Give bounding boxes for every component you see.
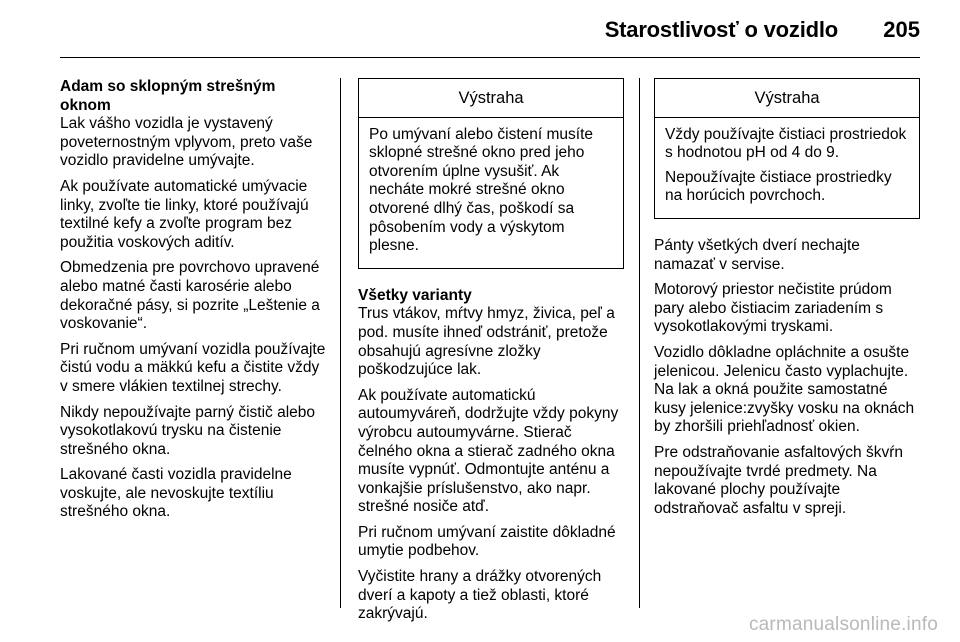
paragraph: Ak používate automatické umývacie linky, zvoľte tie linky, ktoré používajú textilné kefy a zvoľte program bez použitia voskových aditív. (60, 177, 309, 251)
column-1 (60, 78, 326, 529)
warning-body (359, 118, 623, 268)
paragraph: Pre odstraňovanie asfaltových škvŕn nepoužívajte tvrdé predmety. Na lakované plochy používajte odstraňovač asfaltu v spreji. (654, 443, 903, 517)
warning-box (358, 78, 624, 269)
paragraph: Pánty všetkých dverí nechajte namazať v servise. (654, 236, 860, 273)
watermark: carmanualsonline.info (748, 614, 938, 635)
column-3 (654, 78, 920, 525)
paragraph: Obmedzenia pre povrchovo upravené alebo matné časti karosérie alebo dekoračné pásy, si pozrite „Leštenie a voskovanie“. (60, 259, 320, 333)
paragraph: Lakované časti vozidla pravidelne voskujte, ale nevoskujte textíliu strešného okna. (60, 466, 292, 521)
column-divider (639, 78, 640, 608)
warning-text: Nepoužívajte čistiace prostriedky na horúcich povrchoch. (665, 168, 892, 205)
paragraph-text: Trus vtákov, mŕtvy hmyz, živica, peľ a pod. musíte ihneď odstrániť, pretože obsahujú agresívne zložky poškodzujúce lak. (358, 305, 615, 379)
paragraph: Vyčistite hrany a drážky otvorených dverí a kapoty a tiež oblasti, ktoré zakrývajú. (358, 568, 602, 623)
warning-text: Po umývaní alebo čistení musíte sklopné strešné okno pred jeho otvorením úplne vysušiť. Ak necháte mokré strešné okno otvorené dlhý čas, poškodí sa pôsobením vody a výskytom plesne. (369, 125, 594, 255)
paragraph: Pri ručnom umývaní zaistite dôkladné umytie podbehov. (358, 523, 616, 560)
paragraph: Nikdy nepoužívajte parný čistič alebo vysokotlakovú trysku na čistenie strešného okna. (60, 403, 316, 458)
warning-title: Výstraha (359, 79, 623, 118)
paragraph: Pri ručnom umývaní vozidla používajte čistú vodu a mäkkú kefu a čistite vždy v smere vlákien textilnej strechy. (60, 340, 326, 395)
paragraph-text: Lak vášho vozidla je vystavený poveternostným vplyvom, preto vaše vozidlo pravidelne umývajte. (60, 115, 313, 170)
paragraph: Motorový priestor nečistite prúdom pary alebo čistiacim zariadením s vysokotlakovými tryskami. (654, 281, 892, 336)
page-header (60, 0, 920, 58)
warning-title: Výstraha (655, 79, 919, 118)
warning-box (654, 78, 920, 219)
warning-text: Vždy používajte čistiaci prostriedok s hodnotou pH od 4 do 9. (665, 125, 907, 162)
paragraph (358, 287, 624, 380)
section-heading: Všetky varianty (358, 286, 472, 304)
paragraph (60, 78, 326, 171)
page-number: 205 (883, 17, 920, 42)
column-2 (358, 78, 624, 631)
page-title: Starostlivosť o vozidlo (604, 17, 838, 42)
paragraph: Vozidlo dôkladne opláchnite a osušte jelenicou. Jelenicu často vyplachujte. Na lak a okná použite samostatné kusy jelenice:zvyšky vosku na oknách by zhoršili priehľadnosť okien. (654, 343, 915, 436)
column-divider (340, 78, 341, 608)
section-heading: Adam so sklopným strešným oknom (60, 78, 276, 114)
warning-body (655, 118, 919, 218)
paragraph: Ak používate automatickú autoumyváreň, dodržujte vždy pokyny výrobcu autoumyvárne. Stierač čelného okna a stierač zadného okna musíte vypnúť. Odmontujte anténu a vonkajšie príslušenstvo, ako napr. strešné nosiče atď. (358, 386, 619, 516)
